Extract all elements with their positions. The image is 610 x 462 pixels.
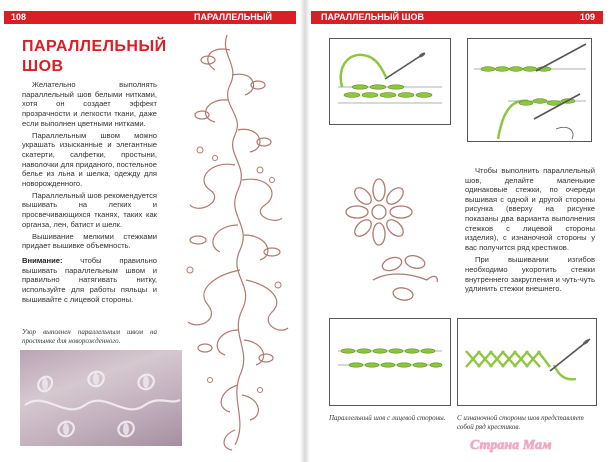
- right-page-number: 109: [579, 12, 595, 22]
- left-page: [0, 0, 303, 462]
- paragraph: Параллельный шов рекомендуется вышивать на легких и просвечивающихся тканях, таких как органза, лен, батист и шелк.: [22, 190, 157, 229]
- stitch-diagram-2: [467, 38, 592, 142]
- embroidery-photo: [20, 350, 182, 446]
- paragraph: Параллельным швом можно украшать изысканные и элегантные скатерти, салфетки, простыни, наволочки для приданого, постельное белье из льна и шелка, одежду для новорожденного.: [22, 130, 157, 189]
- right-body-text: [465, 166, 595, 297]
- stitch-diagram-front-drawing: [330, 319, 450, 405]
- stitch-diagram-back-drawing: [458, 319, 596, 405]
- caption-back-side: С изнаночной стороны шов представляет собой ряд крестиков.: [457, 414, 584, 431]
- paragraph: При вышивании изгибов необходимо укоротить стежки внутреннего закругления и чуть-чуть удлинить стежки внешнего.: [465, 255, 595, 294]
- paragraph: Желательно выполнять параллельный шов белыми нитками, хотя он создает эффект прозрачности и легкости ткани, даже если выполнен цветными нитками.: [22, 80, 157, 128]
- leaf-motif-illustration: [367, 250, 447, 310]
- stitch-diagram-1: [329, 38, 451, 125]
- left-page-number: 108: [11, 12, 27, 22]
- right-running-header: [311, 11, 603, 24]
- stitch-diagram-2-drawing: [468, 39, 591, 141]
- left-body-text: [22, 80, 157, 345]
- note-text: чтобы правильно вышивать параллельным швом и правильно натягивать нитку, используйте для работы пяльцы и вышивайте с лицевой стороны.: [22, 255, 157, 304]
- right-running-title: ПАРАЛЛЕЛЬНЫЙ ШОВ: [321, 12, 425, 22]
- stitch-diagram-back: [457, 318, 597, 406]
- embroidery-photo-image: [20, 350, 182, 446]
- note-paragraph: [22, 256, 157, 305]
- paragraph: Чтобы выполнить параллельный шов, делайте маленькие одинаковые стежки, по очереди вышивая с одной и другой стороны рисунка (вверху на рисунке показаны два варианта выполнения стежков с лицевой стороны изделия), с изнаночной стороны у вас получится ряд крестиков.: [465, 166, 595, 252]
- photo-caption: Узор выполнен параллельным швом на простынке для новорожденного.: [22, 328, 157, 345]
- right-page: [307, 0, 610, 462]
- stitch-diagram-1-drawing: [330, 39, 450, 124]
- watermark: Страна Мам: [470, 438, 552, 453]
- page-title: ПАРАЛЛЕЛЬНЫЙ ШОВ: [22, 38, 167, 75]
- flower-motif-illustration: [337, 175, 422, 250]
- left-running-title: ПАРАЛЛЕЛЬНЫЙ ШОВ: [194, 12, 272, 35]
- stitch-diagram-front: [329, 318, 451, 406]
- note-label: Внимание:: [22, 255, 63, 265]
- caption-front-side: Параллельный шов с лицевой стороны.: [329, 414, 446, 422]
- paragraph: Вышивание мелкими стежками придает вышивке объемность.: [22, 231, 157, 251]
- left-running-header: [4, 11, 296, 35]
